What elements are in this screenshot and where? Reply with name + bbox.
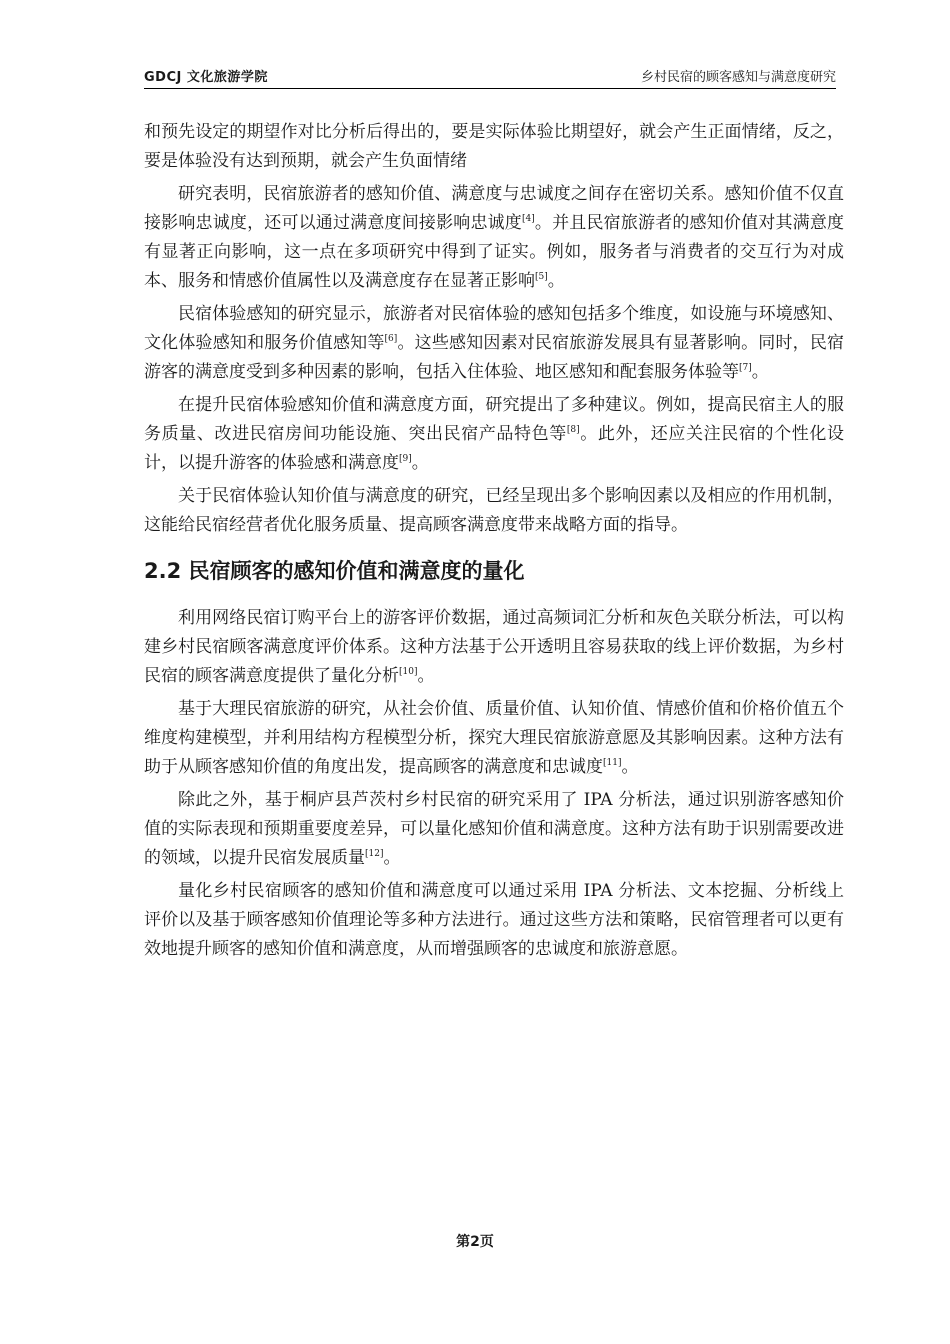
paragraph: 在提升民宿体验感知价值和满意度方面，研究提出了多种建议。例如，提高民宿主人的服务质量、改进民宿房间功能设施、突出民宿产品特色等[8]。此外，还应关注民宿的个性化设计，以提升游客的体验感和满意度[9]。 [144, 395, 844, 473]
paragraph: 关于民宿体验认知价值与满意度的研究，已经呈现出多个影响因素以及相应的作用机制，这能给民宿经营者优化服务质量、提高顾客满意度带来战略方面的指导。 [144, 486, 844, 535]
citation[interactable]: [5] [535, 272, 548, 282]
citation[interactable]: [6] [384, 334, 398, 344]
paragraph: 量化乡村民宿顾客的感知价值和满意度可以通过采用 IPA 分析法、文本挖掘、分析线上评价以及基于顾客感知价值理论等多种方法进行。通过这些方法和策略，民宿管理者可以更有效地提升顾客的感知价值和满意度，从而增强顾客的忠诚度和旅游意愿。 [144, 881, 844, 959]
header-institution: GDCJ 文化旅游学院 [144, 70, 268, 85]
paragraph: 和预先设定的期望作对比分析后得出的，要是实际体验比期望好，就会产生正面情绪，反之，要是体验没有达到预期，就会产生负面情绪 [144, 122, 844, 171]
citation[interactable]: [9] [399, 454, 412, 464]
citation[interactable]: [8] [566, 425, 580, 435]
citation[interactable]: [10] [399, 667, 418, 677]
running-header [144, 66, 836, 89]
citation[interactable]: [4] [522, 214, 535, 224]
body-text [144, 118, 844, 964]
paragraph: 基于大理民宿旅游的研究，从社会价值、质量价值、认知价值、情感价值和价格价值五个维度构建模型，并利用结构方程模型分析，探究大理民宿旅游意愿及其影响因素。这种方法有助于从顾客感知价值的角度出发，提高顾客的满意度和忠诚度[11]。 [144, 699, 844, 777]
paragraph: 民宿体验感知的研究显示，旅游者对民宿体验的感知包括多个维度，如设施与环境感知、文化体验感知和服务价值感知等[6]。这些感知因素对民宿旅游发展具有显著影响。同时，民宿游客的满意度受到多种因素的影响，包括入住体验、地区感知和配套服务体验等[7]。 [144, 304, 845, 382]
citation[interactable]: [12] [365, 849, 384, 859]
paragraph: 研究表明，民宿旅游者的感知价值、满意度与忠诚度之间存在密切关系。感知价值不仅直接影响忠诚度，还可以通过满意度间接影响忠诚度[4]。并且民宿旅游者的感知价值对其满意度有显著正向影响，这一点在多项研究中得到了证实。例如，服务者与消费者的交互行为对成本、服务和情感价值属性以及满意度存在显著正影响[5]。 [144, 184, 845, 291]
citation[interactable]: [11] [603, 758, 622, 768]
page-number: 第2页 [456, 1234, 494, 1250]
citation[interactable]: [7] [739, 363, 752, 373]
paragraph: 利用网络民宿订购平台上的游客评价数据，通过高频词汇分析和灰色关联分析法，可以构建乡村民宿顾客满意度评价体系。这种方法基于公开透明且容易获取的线上评价数据，为乡村民宿的顾客满意度提供了量化分析[10]。 [144, 608, 844, 686]
section-heading: 2.2 民宿顾客的感知价值和满意度的量化 [144, 559, 525, 583]
paragraph: 除此之外，基于桐庐县芦茨村乡村民宿的研究采用了 IPA 分析法，通过识别游客感知价值的实际表现和预期重要度差异，可以量化感知价值和满意度。这种方法有助于识别需要改进的领域，以提升民宿发展质量[12]。 [144, 790, 844, 868]
header-paper-title: 乡村民宿的顾客感知与满意度研究 [640, 70, 836, 85]
